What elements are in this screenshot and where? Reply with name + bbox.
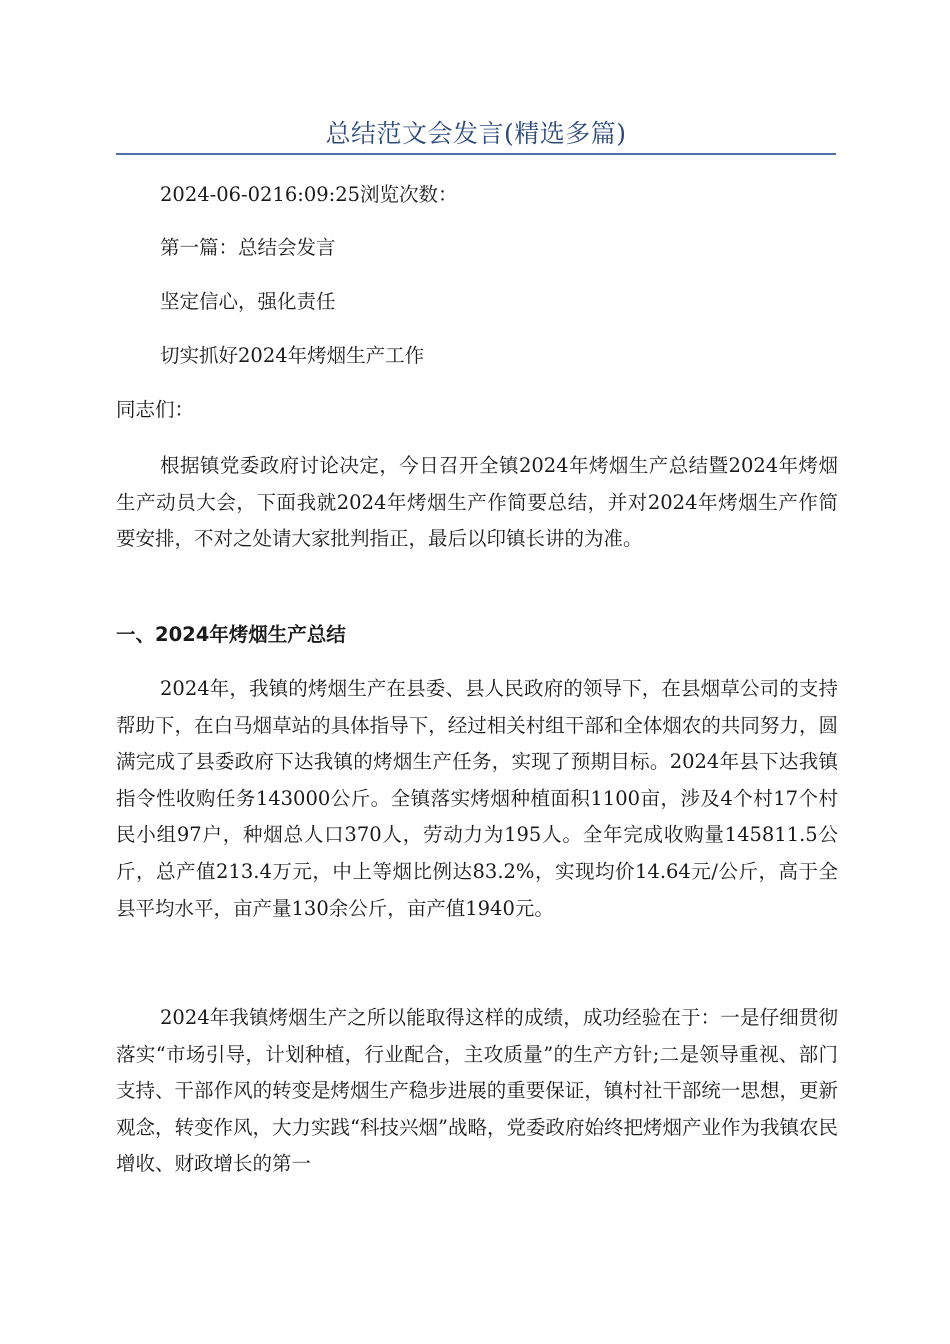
salutation: 同志们： [116, 398, 195, 421]
section-heading: 一、2024年烤烟生产总结 [116, 623, 346, 646]
intro-paragraph: 根据镇党委政府讨论决定，今日召开全镇2024年烤烟生产总结暨2024年烤烟生产动员大会，下面我就2024年烤烟生产作简要总结，并对2024年烤烟生产作简要安排，不对之处请大家批判指正，最后以印镇长讲的为准。 [116, 454, 838, 551]
summary-paragraph: 2024年，我镇的烤烟生产在县委、县人民政府的领导下，在县烟草公司的支持帮助下，在白马烟草站的具体指导下，经过相关村组干部和全体烟农的共同努力，圆满完成了县委政府下达我镇的烤烟生产任务，实现了预期目标。2024年县下达我镇指令性收购任务143000公斤。全镇落实烤烟种植面积1100亩，涉及4个村17个村民小组97户，种烟总人口370人，劳动力为195人。全年完成收购量145811.5公斤，总产值213.4万元，中上等烟比例达83.2%，实现均价14.64元/公斤，高于全县平均水平，亩产量130余公斤，亩产值1940元。 [116, 677, 838, 920]
speech-title-line-2: 切实抓好2024年烤烟生产工作 [160, 344, 425, 367]
experience-paragraph: 2024年我镇烤烟生产之所以能取得这样的成绩，成功经验在于：一是仔细贯彻落实“市场引导，计划种植，行业配合，主攻质量”的生产方针;二是领导重视、部门支持、干部作风的转变是烤烟生产稳步进展的重要保证，镇村社干部统一思想，更新观念，转变作风，大力实践“科技兴烟”战略，党委政府始终把烤烟产业作为我镇农民增收、财政增长的第一 [116, 1006, 838, 1176]
document-meta: 2024-06-0216:09:25浏览次数： [160, 183, 458, 206]
speech-title-line-1: 坚定信心，强化责任 [160, 290, 336, 313]
document-title: 总结范文会发言(精选多篇) [325, 119, 627, 148]
title-divider [116, 153, 836, 155]
part-title: 第一篇：总结会发言 [160, 236, 336, 259]
